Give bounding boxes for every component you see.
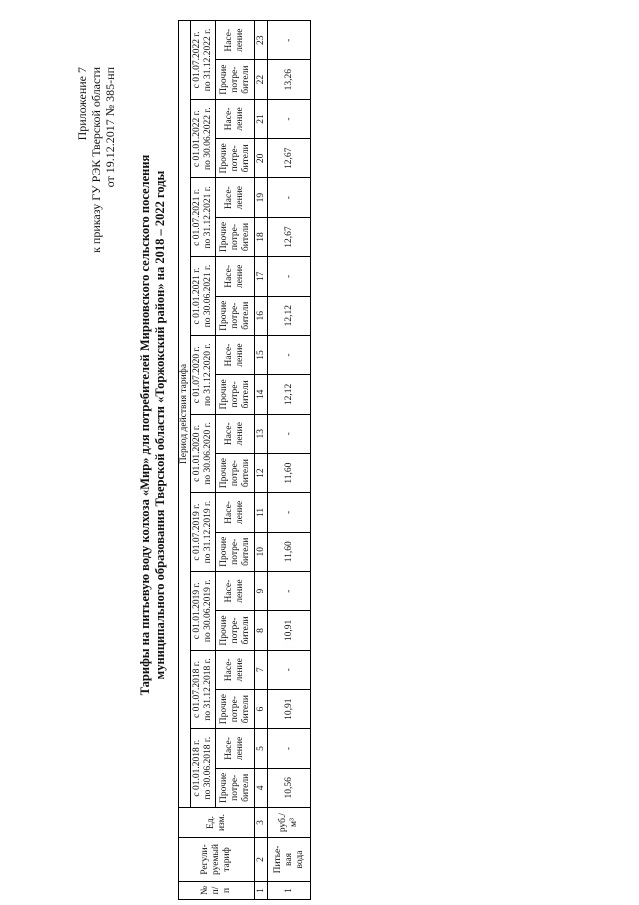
period-line: с 01.07.2020 г. bbox=[192, 346, 202, 404]
subheader-other-consumers bbox=[216, 532, 255, 571]
header-unit: Ед. изм. bbox=[179, 808, 255, 838]
appendix-block bbox=[75, 67, 117, 427]
subheader-population bbox=[216, 335, 255, 374]
subheader-line: бители bbox=[240, 695, 251, 724]
subheader-line: Насе- bbox=[224, 579, 234, 603]
tariff-value: 10,91 bbox=[268, 611, 311, 650]
subheader-line: ление bbox=[235, 736, 245, 761]
appendix-line-1: Приложение 7 bbox=[75, 67, 89, 141]
period-header bbox=[191, 99, 216, 178]
subheader-line: потре- bbox=[229, 223, 240, 251]
tariff-value: - bbox=[268, 493, 311, 532]
subheader-line: потре- bbox=[229, 538, 240, 565]
subheader-line: Насе- bbox=[224, 186, 234, 210]
subheader-line: бители bbox=[240, 65, 251, 94]
subheader-line: бители bbox=[240, 301, 251, 330]
column-index: 6 bbox=[255, 689, 268, 728]
subheader-population bbox=[216, 99, 255, 138]
period-line: по 31.12.2022 г. bbox=[203, 28, 213, 92]
period-line: с 01.01.2022 г. bbox=[192, 110, 202, 168]
period-line: по 30.06.2018 г. bbox=[203, 736, 213, 800]
subheader-line: ление bbox=[235, 658, 245, 682]
column-index: 5 bbox=[255, 729, 268, 768]
tariff-value: - bbox=[268, 99, 311, 138]
subheader-line: ление bbox=[235, 28, 245, 52]
tariff-value: 12,67 bbox=[268, 139, 311, 178]
column-index: 8 bbox=[255, 611, 268, 650]
row-num: 1 bbox=[268, 882, 311, 900]
period-line: с 01.01.2018 г. bbox=[192, 739, 202, 797]
subheader-line: Насе- bbox=[224, 28, 234, 52]
subheader-population bbox=[216, 493, 255, 532]
subheader-line: потре- bbox=[229, 696, 240, 723]
subheader-line: бители bbox=[240, 616, 251, 645]
subheader-line: Прочие bbox=[218, 457, 229, 489]
subheader-line: бители bbox=[240, 144, 251, 173]
subheader-line: Насе- bbox=[224, 737, 234, 760]
subheader-other-consumers bbox=[216, 689, 255, 728]
tariff-value: - bbox=[268, 414, 311, 453]
subheader-line: ление bbox=[235, 422, 245, 446]
period-line: по 31.12.2018 г. bbox=[203, 658, 213, 721]
subheader-population bbox=[216, 178, 255, 217]
document-title bbox=[138, 65, 168, 785]
column-index: 21 bbox=[255, 99, 268, 138]
tariff-table bbox=[178, 20, 311, 900]
subheader-line: потре- bbox=[229, 381, 240, 408]
subheader-line: ление bbox=[235, 264, 245, 289]
tariff-value: - bbox=[268, 650, 311, 689]
column-index: 7 bbox=[255, 650, 268, 689]
subheader-line: Прочие bbox=[218, 221, 229, 253]
period-header bbox=[191, 335, 216, 414]
subheader-line: Прочие bbox=[218, 772, 229, 803]
subheader-line: Прочие bbox=[218, 615, 229, 646]
subheader-other-consumers bbox=[216, 768, 255, 807]
subheader-population bbox=[216, 729, 255, 768]
subheader-population bbox=[216, 257, 255, 296]
subheader-line: Насе- bbox=[224, 422, 234, 446]
period-line: с 01.07.2022 г. bbox=[192, 31, 202, 89]
column-index: 23 bbox=[255, 21, 268, 60]
subheader-line: Насе- bbox=[224, 264, 234, 288]
column-index: 1 bbox=[255, 882, 268, 900]
tariff-value: 10,91 bbox=[268, 689, 311, 728]
subheader-line: потре- bbox=[229, 66, 240, 93]
subheader-other-consumers bbox=[216, 60, 255, 99]
subheader-other-consumers bbox=[216, 375, 255, 414]
tariff-value: 12,12 bbox=[268, 296, 311, 335]
subheader-line: Прочие bbox=[218, 379, 229, 410]
column-index: 13 bbox=[255, 414, 268, 453]
period-line: по 30.06.2020 г. bbox=[203, 422, 213, 485]
subheader-line: бители bbox=[240, 537, 251, 566]
period-line: по 30.06.2019 г. bbox=[203, 579, 213, 643]
subheader-line: Прочие bbox=[218, 694, 229, 725]
period-line: с 01.01.2021 г. bbox=[192, 267, 202, 325]
column-index: 18 bbox=[255, 217, 268, 256]
period-header bbox=[191, 729, 216, 808]
period-header bbox=[191, 257, 216, 336]
subheader-other-consumers bbox=[216, 217, 255, 256]
period-header bbox=[191, 414, 216, 493]
subheader-population bbox=[216, 571, 255, 610]
period-line: с 01.07.2021 г. bbox=[192, 188, 202, 246]
subheader-line: Прочие bbox=[218, 300, 229, 331]
subheader-line: Прочие bbox=[218, 536, 229, 567]
period-line: по 31.12.2021 г. bbox=[203, 186, 213, 249]
subheader-line: ление bbox=[235, 107, 245, 131]
column-index: 10 bbox=[255, 532, 268, 571]
period-line: с 01.01.2019 г. bbox=[192, 582, 202, 640]
subheader-other-consumers bbox=[216, 453, 255, 492]
row-tariff: Питье- вая вода bbox=[268, 838, 311, 882]
period-header bbox=[191, 493, 216, 572]
tariff-value: 11,60 bbox=[268, 453, 311, 492]
appendix-line-2: к приказу ГУ РЭК Тверской области bbox=[89, 67, 103, 253]
subheader-other-consumers bbox=[216, 139, 255, 178]
subheader-line: Насе- bbox=[224, 658, 234, 682]
tariff-value: 12,67 bbox=[268, 217, 311, 256]
period-header bbox=[191, 571, 216, 650]
column-index: 19 bbox=[255, 178, 268, 217]
tariff-value: - bbox=[268, 335, 311, 374]
header-period: Период действия тарифа bbox=[179, 21, 191, 808]
tariff-value: - bbox=[268, 178, 311, 217]
column-index: 2 bbox=[255, 838, 268, 882]
column-index: 14 bbox=[255, 375, 268, 414]
subheader-line: потре- bbox=[229, 145, 240, 172]
title-line-2: муниципального образования Тверской области «Торжокский район» на 2018 – 2022 годы bbox=[153, 170, 167, 680]
subheader-line: ление bbox=[235, 500, 245, 525]
subheader-line: бители bbox=[240, 380, 251, 409]
period-header bbox=[191, 178, 216, 257]
period-line: по 30.06.2021 г. bbox=[203, 264, 213, 328]
tariff-value: 13,26 bbox=[268, 60, 311, 99]
header-tariff: Регули- руемый тариф bbox=[179, 838, 255, 882]
subheader-population bbox=[216, 414, 255, 453]
tariff-value: - bbox=[268, 729, 311, 768]
subheader-line: бители bbox=[240, 222, 251, 252]
subheader-line: бители bbox=[240, 459, 251, 488]
period-line: с 01.07.2019 г. bbox=[192, 503, 202, 561]
column-index: 16 bbox=[255, 296, 268, 335]
column-index: 15 bbox=[255, 335, 268, 374]
column-index: 12 bbox=[255, 453, 268, 492]
period-line: с 01.01.2020 г. bbox=[192, 424, 202, 482]
subheader-line: Насе- bbox=[224, 107, 234, 131]
tariff-value: - bbox=[268, 21, 311, 60]
subheader-line: потре- bbox=[229, 774, 240, 801]
appendix-line-3: от 19.12.2017 № 385-нп bbox=[103, 67, 117, 188]
period-header bbox=[191, 650, 216, 729]
column-index: 11 bbox=[255, 493, 268, 532]
tariff-value: 10,56 bbox=[268, 768, 311, 807]
subheader-population bbox=[216, 650, 255, 689]
header-num: № п/ п bbox=[179, 882, 255, 900]
tariff-value: - bbox=[268, 257, 311, 296]
subheader-line: Насе- bbox=[224, 343, 234, 367]
column-index: 9 bbox=[255, 571, 268, 610]
subheader-line: потре- bbox=[229, 460, 240, 487]
tariff-value: 11,60 bbox=[268, 532, 311, 571]
tariff-value: - bbox=[268, 571, 311, 610]
subheader-line: ление bbox=[235, 186, 245, 210]
subheader-line: Прочие bbox=[218, 64, 229, 95]
column-index: 3 bbox=[255, 808, 268, 838]
period-line: по 31.12.2020 г. bbox=[203, 343, 213, 406]
column-index: 4 bbox=[255, 768, 268, 807]
column-index: 22 bbox=[255, 60, 268, 99]
column-index: 20 bbox=[255, 139, 268, 178]
subheader-line: Насе- bbox=[224, 501, 234, 524]
subheader-line: Прочие bbox=[218, 143, 229, 174]
period-header bbox=[191, 21, 216, 100]
subheader-line: ление bbox=[235, 343, 245, 367]
subheader-line: ление bbox=[235, 579, 245, 603]
column-index: 17 bbox=[255, 257, 268, 296]
subheader-other-consumers bbox=[216, 611, 255, 650]
subheader-population bbox=[216, 21, 255, 60]
subheader-other-consumers bbox=[216, 296, 255, 335]
row-unit: руб./ м³ bbox=[268, 808, 311, 838]
period-line: с 01.07.2018 г. bbox=[192, 661, 202, 718]
period-line: по 31.12.2019 г. bbox=[203, 500, 213, 564]
subheader-line: бители bbox=[240, 773, 251, 802]
subheader-line: потре- bbox=[229, 617, 240, 644]
subheader-line: потре- bbox=[229, 302, 240, 329]
period-line: по 30.06.2022 г. bbox=[203, 107, 213, 170]
title-line-1: Тарифы на питьевую воду колхоза «Мир» для потребителей Мирновского сельского поселения bbox=[138, 154, 152, 696]
tariff-value: 12,12 bbox=[268, 375, 311, 414]
